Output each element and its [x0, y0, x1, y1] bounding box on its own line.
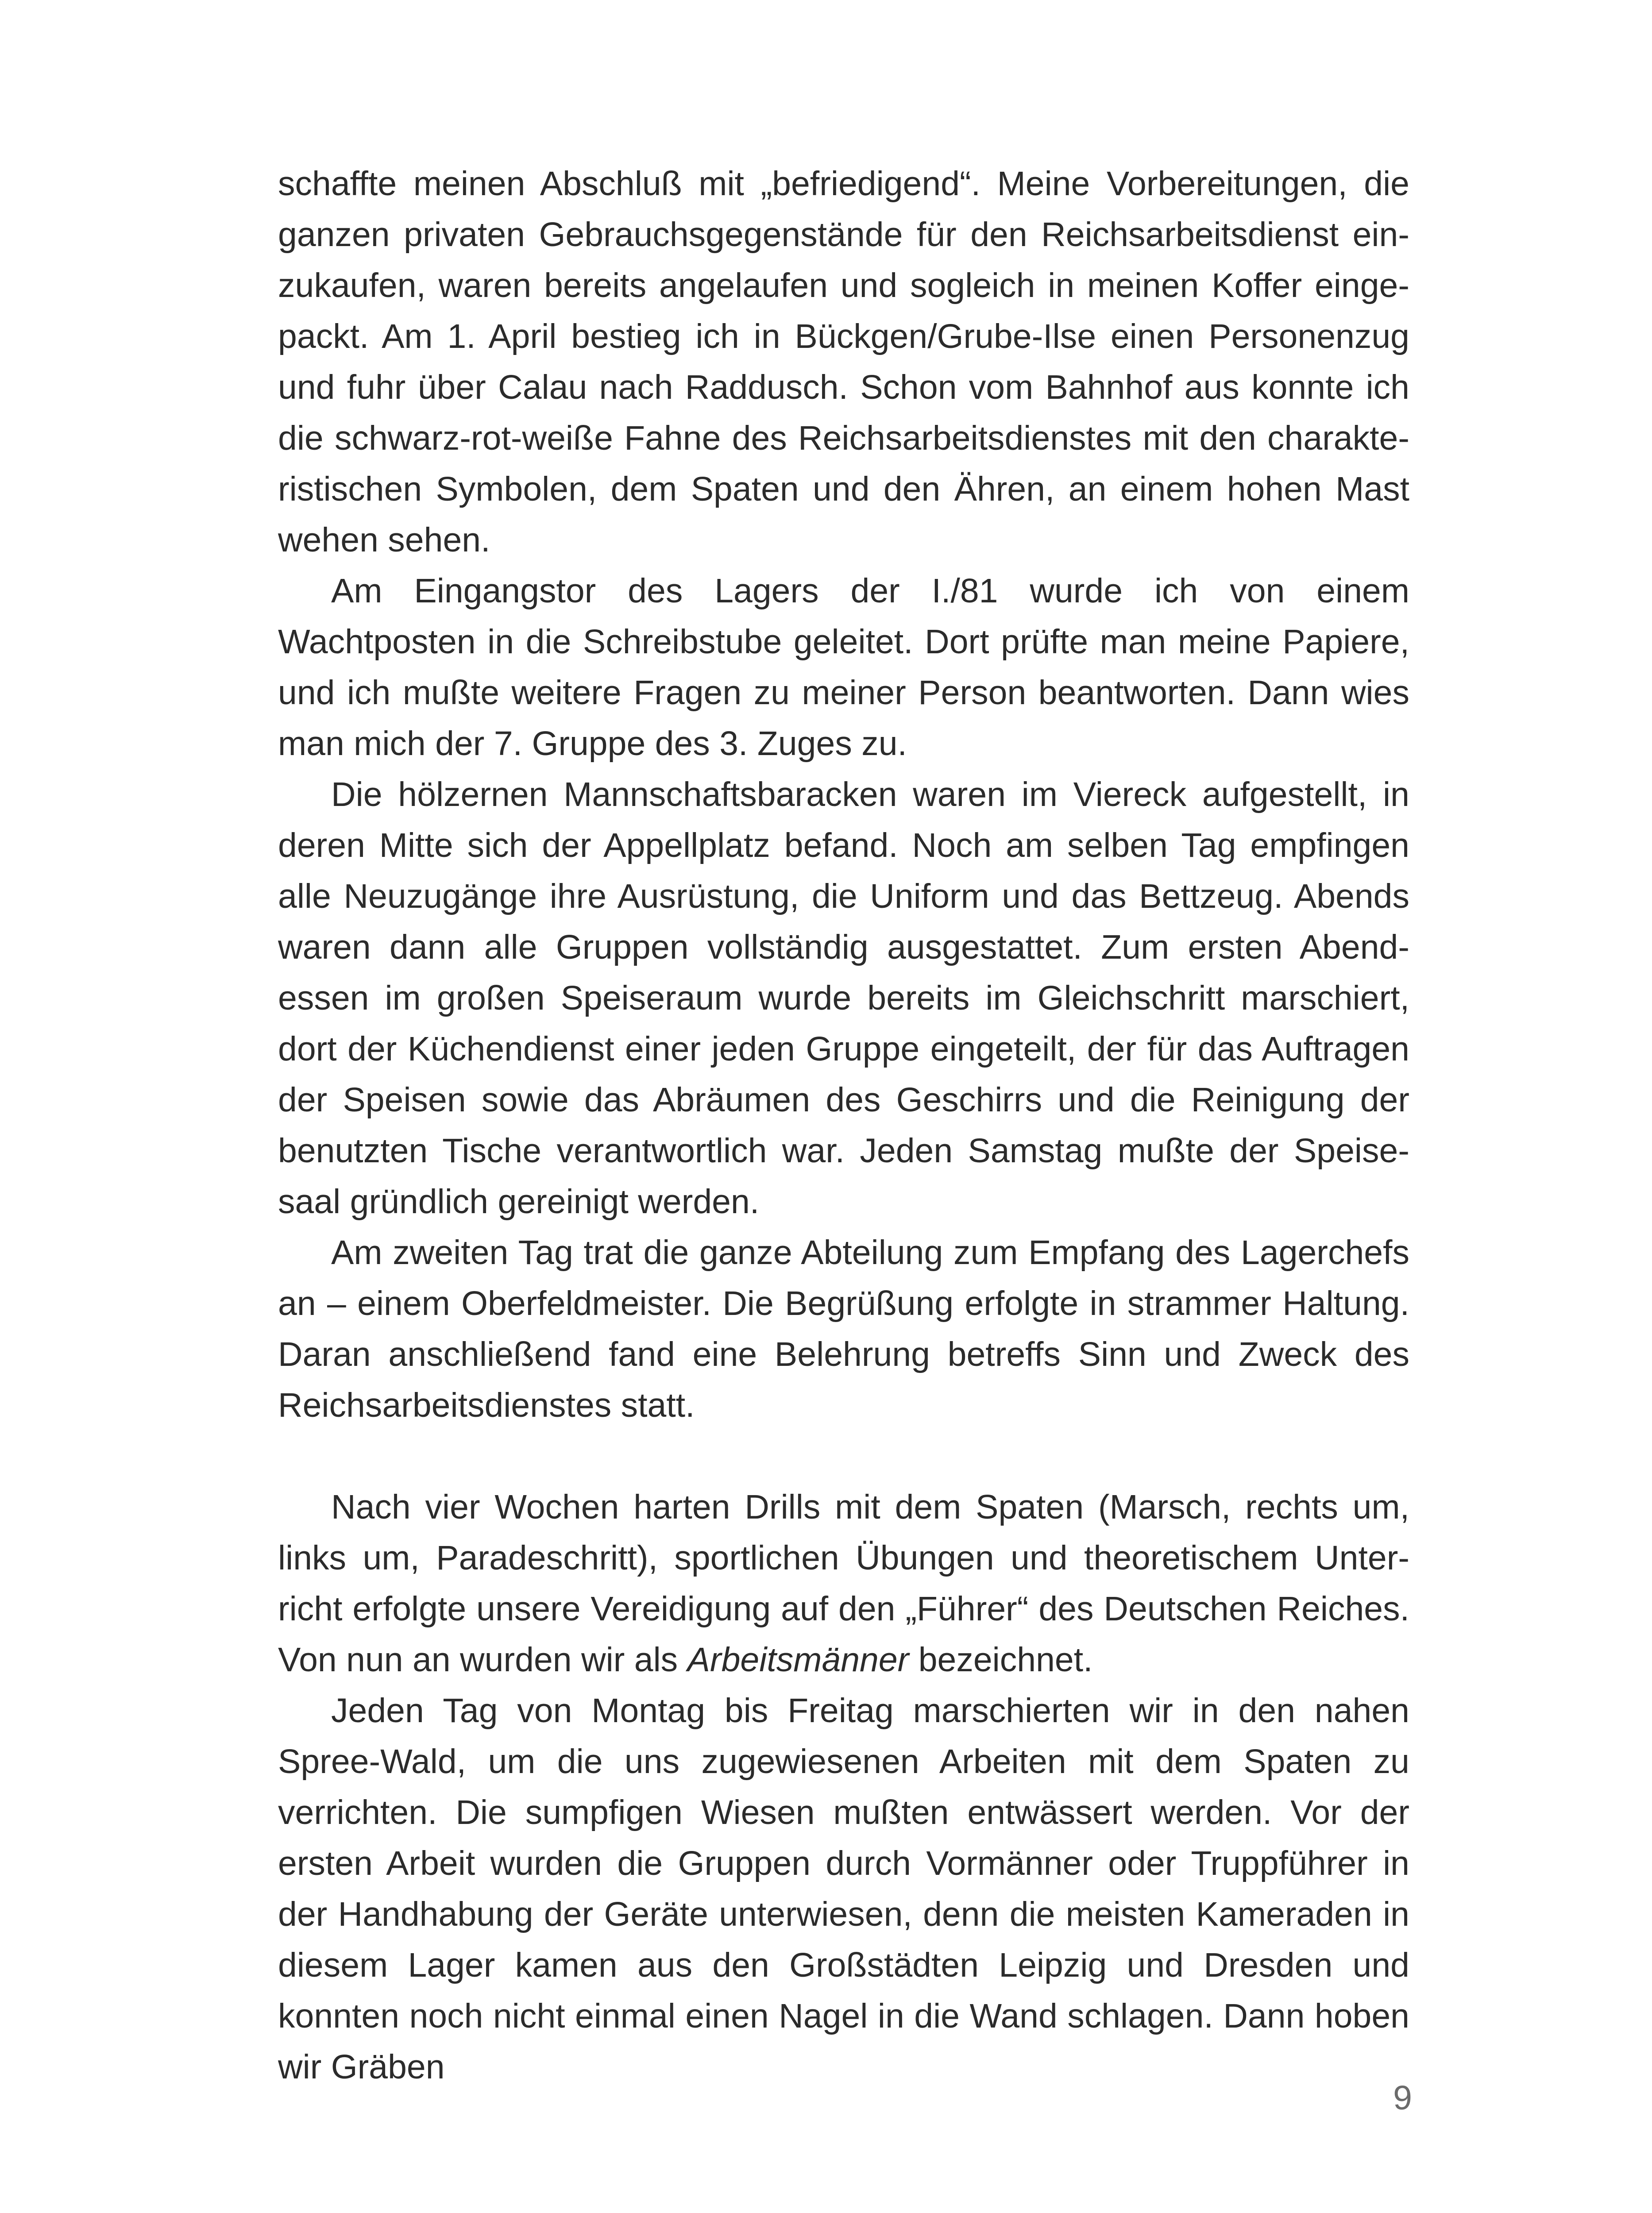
page-number: 9 [1393, 2079, 1412, 2117]
body-text [278, 158, 1409, 2093]
section-break [278, 1431, 1409, 1482]
paragraph-3: Die hölzernen Mannschaftsbaracken waren im Viereck aufgestellt, in deren Mitte sich der Appellplatz befand. Noch am selben Tag empfingen alle Neuzugänge ihre Ausrüstung, die Uniform und das Bettzeug. Abends waren dann alle Gruppen vollständig ausgestattet. Zum ersten Abendessen im großen Speiseraum wurde bereits im Gleichschritt marschiert, dort der Küchendienst einer jeden Gruppe eingeteilt, der für das Auftragen der Speisen sowie das Abräumen des Geschirrs und die Reinigung der benutzten Tische verantwortlich war. Jeden Samstag mußte der Speisesaal gründlich gereinigt werden. [278, 775, 1409, 1221]
paragraph-5-text-before: Nach vier Wochen harten Drills mit dem Spaten (Marsch, rechts um, links um, Paradeschritt), sportlichen Übungen und theoretischem Unterricht erfolgte unsere Vereidigung auf den „Führer“ des Deutschen Reiches. Von nun an wurden wir als [278, 1488, 1409, 1679]
emphasized-term: Arbeitsmänner [687, 1641, 909, 1679]
paragraph-2: Am Eingangstor des Lagers der I./81 wurde ich von einem Wachtposten in die Schreibstube geleitet. Dort prüfte man meine Papiere, und ich mußte weitere Fragen zu meiner Person beantworten. Dann wies man mich der 7. Gruppe des 3. Zuges zu. [278, 572, 1409, 763]
paragraph-1: schaffte meinen Abschluß mit „befriedigend“. Meine Vorbereitungen, die ganzen privaten Gebrauchsgegenstände für den Reichsarbeitsdienst einzukaufen, waren bereits angelaufen und sogleich in meinen Koffer eingepackt. Am 1. April bestieg ich in Bückgen/Grube-Ilse einen Personenzug und fuhr über Calau nach Raddusch. Schon vom Bahnhof aus konnte ich die schwarz-rot-weiße Fahne des Reichsarbeitsdienstes mit den charakteristischen Symbolen, dem Spaten und den Ähren, an einem hohen Mast wehen sehen. [278, 165, 1409, 559]
paragraph-6: Jeden Tag von Montag bis Freitag marschierten wir in den nahen Spree-Wald, um die uns zugewiesenen Arbeiten mit dem Spaten zu verrichten. Die sumpfigen Wiesen mußten entwässert werden. Vor der ersten Arbeit wurden die Gruppen durch Vormänner oder Truppführer in der Handhabung der Geräte unterwiesen, denn die meisten Kameraden in diesem Lager kamen aus den Großstädten Leipzig und Dresden und konnten noch nicht einmal einen Nagel in die Wand schlagen. Dann hoben wir Gräben [278, 1692, 1409, 2086]
paragraph-4: Am zweiten Tag trat die ganze Abteilung zum Empfang des Lagerchefs an – einem Oberfeldmeister. Die Begrüßung erfolgte in strammer Haltung. Daran anschließend fand eine Belehrung betreffs Sinn und Zweck des Reichsarbeitsdienstes statt. [278, 1234, 1409, 1424]
paragraph-5-text-after: bezeichnet. [909, 1641, 1093, 1679]
paragraph-5 [278, 1482, 1409, 1685]
